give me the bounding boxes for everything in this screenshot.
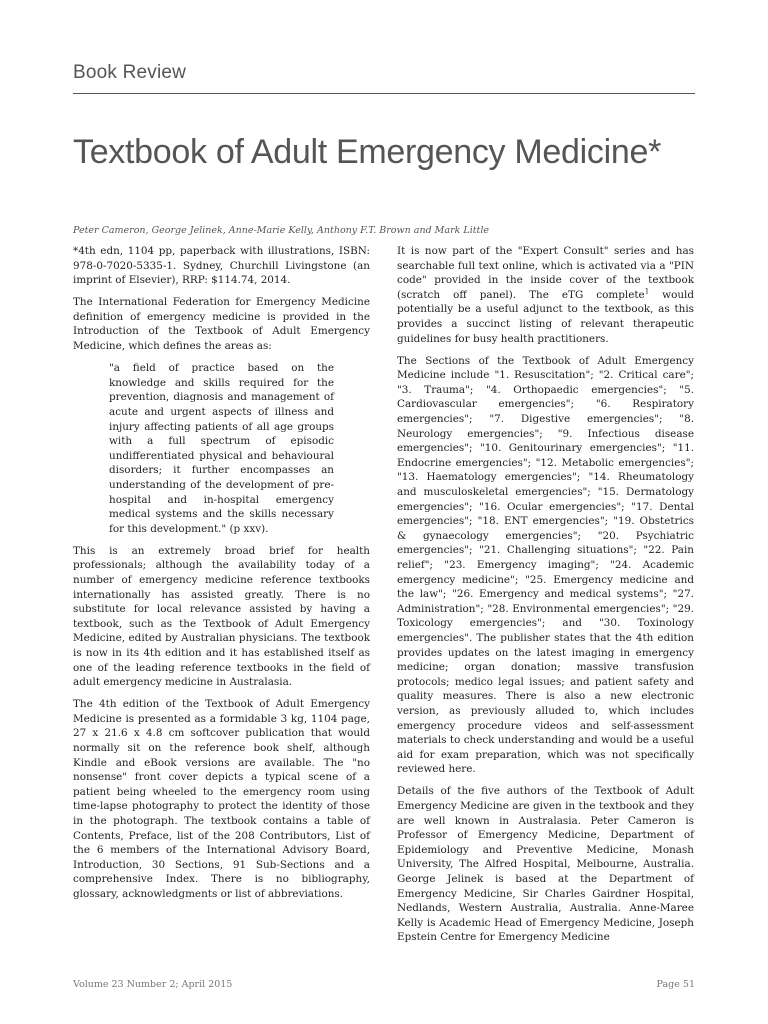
paragraph: The 4th edition of the Textbook of Adult Emergency Medicine is presented as a formidable 3 kg, 1104 page, 27 x 21.6 x 4.8 cm softcover publication that would normally sit on the reference book shelf, although Kindle and eBook versions are available. The "no nonsense" front cover depicts a typical scene of a patient being wheeled to the emergency room using time-lapse photography to protect the identity of those in the photograph. The textbook contains a table of Contents, Preface, list of the 208 Contributors, List of the 6 members of the International Advisory Board, Introduction, 30 Sections, 91 Sub-Sections and a comprehensive Index. There is no bibliography, glossary, acknowledgments or list of abbreviations. <box>73 698 370 900</box>
footer-page-number: Page 51 <box>656 979 695 990</box>
section-label: Book Review <box>73 62 187 83</box>
article-authors: Peter Cameron, George Jelinek, Anne-Marie Kelly, Anthony F.T. Brown and Mark Little <box>73 225 490 236</box>
paragraph-text: would potentially be a useful adjunct to the textbook, as this provides a succinct listing of relevant therapeutic guidelines for busy health practitioners. <box>397 288 694 345</box>
footer-volume: Volume 23 Number 2; April 2015 <box>73 979 233 990</box>
paragraph: The Sections of the Textbook of Adult Emergency Medicine include "1. Resuscitation"; "2. Critical care"; "3. Trauma"; "4. Orthopaedic emergencies"; "5. Cardiovascular emergencies"; "6. Respiratory emergencies"; "7. Digestive emergencies"; "8. Neurology emergencies"; "9. Infectious disease emergencies"; "10. Genitourinary emergencies"; "11. Endocrine emergencies"; "12. Metabolic emergencies"; "13. Haematology emergencies"; "14. Rheumatology and musculoskeletal emergencies"; "15. Dermatology emergencies"; "16. Ocular emergencies"; "17. Dental emergencies"; "18. ENT emergencies"; "19. Obstetrics & gynaecology emergencies"; "20. Psychiatric emergencies"; "21. Challenging situations"; "22. Pain relief"; "23. Emergency imaging"; "24. Academic emergency medicine"; "25. Emergency medicine and the law"; "26. Emergency and medical systems"; "27. Administration"; "28. Environmental emergencies"; "29. Toxicology emergencies"; and "30. Toxinology emergencies". The publisher states that the 4th edition provides updates on the latest imaging in emergency medicine; organ donation; massive transfusion protocols; medico legal issues; and patient safety and quality measures. There is also a new electronic version, as previously alluded to, which includes emergency procedure videos and self-assessment materials to check understanding and would be a useful aid for exam preparation, which was not specifically reviewed here. <box>397 354 694 776</box>
paragraph-text: It is now part of the "Expert Consult" series and has searchable full text online, which is activated via a "PIN code" provided in the inside cover of the textbook (scratch off panel). The eTG complete <box>397 245 694 301</box>
definition-quote: "a field of practice based on the knowledge and skills required for the prevention, diagnosis and management of acute and urgent aspects of illness and injury affecting patients of all age groups with a full spectrum of episodic undifferentiated physical and behavioural disorders; it further encompasses an understanding of the development of pre-hospital and in-hospital emergency medical systems and the skills necessary for this development." (p xxv). <box>109 362 334 535</box>
paragraph: The International Federation for Emergency Medicine definition of emergency medicine is provided in the Introduction of the Textbook of Adult Emergency Medicine, which defines the areas as: <box>73 296 370 353</box>
publication-details: *4th edn, 1104 pp, paperback with illustrations, ISBN: 978-0-7020-5335-1. Sydney, Churchill Livingstone (an imprint of Elsevier), RRP: $114.74, 2014. <box>73 245 370 287</box>
footnote-marker: 1 <box>644 287 650 296</box>
header-divider <box>73 93 695 94</box>
left-column <box>73 244 370 909</box>
paragraph: This is an extremely broad brief for health professionals; although the availability today of a number of emergency medicine reference textbooks internationally has assisted greatly. There is no substitute for local relevance assisted by having a textbook, such as the Textbook of Adult Emergency Medicine, edited by Australian physicians. The textbook is now in its 4th edition and it has established itself as one of the leading reference textbooks in the field of adult emergency medicine in Australasia. <box>73 544 370 689</box>
paragraph <box>397 244 694 346</box>
article-title: Textbook of Adult Emergency Medicine* <box>73 133 662 171</box>
paragraph: Details of the five authors of the Textbook of Adult Emergency Medicine are given in the textbook and they are well known in Australasia. Peter Cameron is Professor of Emergency Medicine, Department of Epidemiology and Preventive Medicine, Monash University, The Alfred Hospital, Melbourne, Australia. George Jelinek is based at the Department of Emergency Medicine, Sir Charles Gairdner Hospital, Nedlands, Western Australia, Australia. Anne-Maree Kelly is Academic Head of Emergency Medicine, Joseph Epstein Centre for Emergency Medicine <box>397 785 694 944</box>
right-column <box>397 244 694 952</box>
